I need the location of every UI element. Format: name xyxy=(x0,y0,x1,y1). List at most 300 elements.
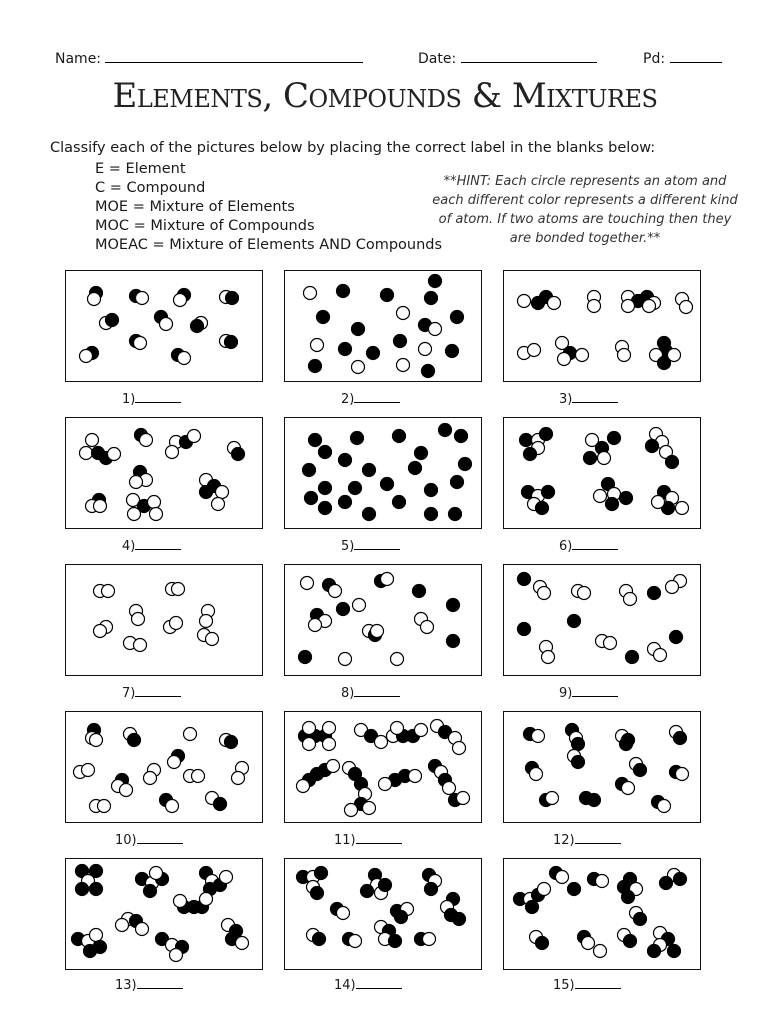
particles-10 xyxy=(66,712,262,822)
answer-number: 3) xyxy=(559,392,573,407)
answer-3 xyxy=(559,390,659,407)
filled-atom xyxy=(367,347,380,360)
answer-12 xyxy=(553,831,653,848)
picture-box-4 xyxy=(65,417,263,529)
date-blank[interactable] xyxy=(461,48,597,63)
picture-box-6 xyxy=(503,417,701,529)
answer-blank[interactable] xyxy=(137,976,183,989)
answer-blank[interactable] xyxy=(354,390,400,403)
legend-item: MOE = Mixture of Elements xyxy=(95,199,295,215)
filled-atom xyxy=(648,945,661,958)
open-atom xyxy=(220,871,233,884)
particles-7 xyxy=(66,565,262,675)
filled-atom xyxy=(634,764,647,777)
answer-10 xyxy=(115,831,215,848)
filled-atom xyxy=(425,508,438,521)
open-atom xyxy=(421,621,434,634)
filled-atom xyxy=(191,320,204,333)
filled-atom xyxy=(352,323,365,336)
open-atom xyxy=(327,760,340,773)
open-atom xyxy=(88,293,101,306)
open-atom xyxy=(624,593,637,606)
particles-5 xyxy=(285,418,481,528)
filled-atom xyxy=(319,482,332,495)
open-atom xyxy=(443,782,456,795)
filled-atom xyxy=(393,496,406,509)
filled-atom xyxy=(303,464,316,477)
open-atom xyxy=(311,339,324,352)
open-atom xyxy=(530,768,543,781)
open-atom xyxy=(397,307,410,320)
legend-item: C = Compound xyxy=(95,180,206,196)
open-atom xyxy=(391,722,404,735)
open-atom xyxy=(453,742,466,755)
answer-6 xyxy=(559,537,659,554)
open-atom xyxy=(184,728,197,741)
picture-box-15 xyxy=(503,858,701,970)
answer-blank[interactable] xyxy=(135,684,181,697)
answer-15 xyxy=(553,976,653,993)
filled-atom xyxy=(319,446,332,459)
open-atom xyxy=(130,476,143,489)
particles-8 xyxy=(285,565,481,675)
answer-11 xyxy=(334,831,434,848)
open-atom xyxy=(174,895,187,908)
filled-atom xyxy=(425,292,438,305)
open-atom xyxy=(594,490,607,503)
hint-text: **HINT: Each circle represents an atom and each different color represents a different kind of atom. If two atoms are touching then they are bonded together.** xyxy=(432,174,738,246)
page-title: Elements, Compounds & Mixtures xyxy=(112,76,658,116)
open-atom xyxy=(174,294,187,307)
answer-1 xyxy=(122,390,222,407)
open-atom xyxy=(409,770,422,783)
open-atom xyxy=(379,778,392,791)
pd-field xyxy=(643,48,722,67)
legend-item: E = Element xyxy=(95,161,186,177)
filled-atom xyxy=(226,292,239,305)
answer-number: 12) xyxy=(553,833,575,848)
open-atom xyxy=(132,613,145,626)
filled-atom xyxy=(337,285,350,298)
filled-atom xyxy=(518,573,531,586)
open-atom xyxy=(120,784,133,797)
open-atom xyxy=(140,434,153,447)
picture-box-8 xyxy=(284,564,482,676)
filled-atom xyxy=(660,877,673,890)
picture-box-13 xyxy=(65,858,263,970)
filled-atom xyxy=(536,502,549,515)
filled-atom xyxy=(299,651,312,664)
picture-box-5 xyxy=(284,417,482,529)
open-atom xyxy=(676,768,689,781)
picture-box-3 xyxy=(503,270,701,382)
answer-8 xyxy=(341,684,441,701)
filled-atom xyxy=(439,424,452,437)
answer-5 xyxy=(341,537,441,554)
filled-atom xyxy=(572,756,585,769)
answer-blank[interactable] xyxy=(572,390,618,403)
particles-9 xyxy=(504,565,700,675)
open-atom xyxy=(94,500,107,513)
open-atom xyxy=(82,764,95,777)
filled-atom xyxy=(568,883,581,896)
open-atom xyxy=(576,349,589,362)
open-atom xyxy=(212,498,225,511)
filled-atom xyxy=(674,873,687,886)
legend xyxy=(95,160,442,255)
open-atom xyxy=(206,633,219,646)
filled-atom xyxy=(361,885,374,898)
answer-number: 8) xyxy=(341,686,355,701)
particles-11 xyxy=(285,712,481,822)
open-atom xyxy=(166,800,179,813)
open-atom xyxy=(303,738,316,751)
open-atom xyxy=(391,653,404,666)
answer-blank[interactable] xyxy=(575,831,621,844)
picture-box-1 xyxy=(65,270,263,382)
answer-blank[interactable] xyxy=(135,537,181,550)
open-atom xyxy=(323,738,336,751)
answer-13 xyxy=(115,976,215,993)
open-atom xyxy=(150,867,163,880)
open-atom xyxy=(192,770,205,783)
answer-number: 13) xyxy=(115,978,137,993)
filled-atom xyxy=(622,891,635,904)
open-atom xyxy=(349,935,362,948)
open-atom xyxy=(337,907,350,920)
filled-atom xyxy=(455,430,468,443)
filled-atom xyxy=(624,935,637,948)
open-atom xyxy=(200,893,213,906)
filled-atom xyxy=(351,432,364,445)
filled-atom xyxy=(309,434,322,447)
particles-3 xyxy=(504,271,700,381)
filled-atom xyxy=(363,464,376,477)
open-atom xyxy=(518,295,531,308)
open-atom xyxy=(676,502,689,515)
answer-number: 1) xyxy=(122,392,136,407)
picture-box-12 xyxy=(503,711,701,823)
legend-item: MOEAC = Mixture of Elements AND Compounds xyxy=(95,237,443,253)
open-atom xyxy=(371,625,384,638)
open-atom xyxy=(532,730,545,743)
open-atom xyxy=(144,772,157,785)
particles-6 xyxy=(504,418,700,528)
open-atom xyxy=(345,804,358,817)
open-atom xyxy=(339,653,352,666)
open-atom xyxy=(643,300,656,313)
answer-number: 6) xyxy=(559,539,573,554)
name-field xyxy=(55,48,363,67)
name-label: Name: xyxy=(55,51,102,67)
filled-atom xyxy=(608,432,621,445)
filled-atom xyxy=(381,478,394,491)
filled-atom xyxy=(446,345,459,358)
filled-atom xyxy=(626,651,639,664)
filled-atom xyxy=(337,603,350,616)
answer-number: 5) xyxy=(341,539,355,554)
open-atom xyxy=(160,318,173,331)
answer-number: 2) xyxy=(341,392,355,407)
open-atom xyxy=(329,585,342,598)
answer-blank[interactable] xyxy=(135,390,181,403)
open-atom xyxy=(375,736,388,749)
filled-atom xyxy=(389,935,402,948)
open-atom xyxy=(542,651,555,664)
particles-13 xyxy=(66,859,262,969)
open-atom xyxy=(301,577,314,590)
filled-atom xyxy=(225,336,238,349)
open-atom xyxy=(178,352,191,365)
answer-number: 7) xyxy=(122,686,136,701)
open-atom xyxy=(166,446,179,459)
open-atom xyxy=(90,734,103,747)
filled-atom xyxy=(394,335,407,348)
answer-blank[interactable] xyxy=(572,537,618,550)
answer-blank[interactable] xyxy=(575,976,621,989)
open-atom xyxy=(134,639,147,652)
answer-number: 15) xyxy=(553,978,575,993)
open-atom xyxy=(309,619,322,632)
filled-atom xyxy=(349,482,362,495)
answer-9 xyxy=(559,684,659,701)
open-atom xyxy=(381,573,394,586)
open-atom xyxy=(136,923,149,936)
filled-atom xyxy=(106,314,119,327)
open-atom xyxy=(658,800,671,813)
filled-atom xyxy=(524,448,537,461)
open-atom xyxy=(419,343,432,356)
picture-box-2 xyxy=(284,270,482,382)
answer-blank[interactable] xyxy=(137,831,183,844)
open-atom xyxy=(423,933,436,946)
filled-atom xyxy=(536,937,549,950)
open-atom xyxy=(304,287,317,300)
filled-atom xyxy=(646,440,659,453)
open-atom xyxy=(538,587,551,600)
open-atom xyxy=(236,937,249,950)
open-atom xyxy=(148,496,161,509)
filled-atom xyxy=(620,738,633,751)
picture-box-9 xyxy=(503,564,701,676)
particles-2 xyxy=(285,271,481,381)
open-atom xyxy=(429,323,442,336)
answer-14 xyxy=(334,976,434,993)
particles-15 xyxy=(504,859,700,969)
open-atom xyxy=(596,875,609,888)
filled-atom xyxy=(666,456,679,469)
answer-blank[interactable] xyxy=(356,831,402,844)
answer-number: 10) xyxy=(115,833,137,848)
filled-atom xyxy=(634,913,647,926)
answer-blank[interactable] xyxy=(572,684,618,697)
filled-atom xyxy=(668,945,681,958)
answer-blank[interactable] xyxy=(354,684,400,697)
filled-atom xyxy=(214,798,227,811)
filled-atom xyxy=(422,365,435,378)
filled-atom xyxy=(658,357,671,370)
filled-atom xyxy=(319,502,332,515)
filled-atom xyxy=(309,360,322,373)
filled-atom xyxy=(413,585,426,598)
filled-atom xyxy=(225,736,238,749)
filled-atom xyxy=(311,887,324,900)
open-atom xyxy=(170,617,183,630)
open-atom xyxy=(108,448,121,461)
open-atom xyxy=(168,756,181,769)
filled-atom xyxy=(409,462,422,475)
filled-atom xyxy=(128,734,141,747)
particles-1 xyxy=(66,271,262,381)
filled-atom xyxy=(447,599,460,612)
open-atom xyxy=(666,581,679,594)
open-atom xyxy=(94,625,107,638)
name-blank[interactable] xyxy=(105,48,363,63)
open-atom xyxy=(170,949,183,962)
open-atom xyxy=(98,800,111,813)
open-atom xyxy=(102,585,115,598)
filled-atom xyxy=(339,454,352,467)
filled-atom xyxy=(425,484,438,497)
filled-atom xyxy=(588,794,601,807)
picture-box-7 xyxy=(65,564,263,676)
open-atom xyxy=(80,447,93,460)
open-atom xyxy=(652,496,665,509)
open-atom xyxy=(136,292,149,305)
filled-atom xyxy=(453,913,466,926)
pd-label: Pd: xyxy=(643,51,666,67)
answer-number: 11) xyxy=(334,833,356,848)
filled-atom xyxy=(232,448,245,461)
open-atom xyxy=(588,300,601,313)
open-atom xyxy=(594,945,607,958)
filled-atom xyxy=(620,492,633,505)
particles-14 xyxy=(285,859,481,969)
filled-atom xyxy=(393,430,406,443)
open-atom xyxy=(200,615,213,628)
open-atom xyxy=(578,587,591,600)
open-atom xyxy=(538,883,551,896)
instructions: Classify each of the pictures below by placing the correct label in the blanks below: xyxy=(50,140,656,156)
filled-atom xyxy=(584,452,597,465)
open-atom xyxy=(528,344,541,357)
filled-atom xyxy=(449,508,462,521)
date-label: Date: xyxy=(418,51,457,67)
answer-7 xyxy=(122,684,222,701)
filled-atom xyxy=(381,289,394,302)
open-atom xyxy=(128,508,141,521)
answer-number: 9) xyxy=(559,686,573,701)
filled-atom xyxy=(540,428,553,441)
open-atom xyxy=(654,649,667,662)
picture-box-11 xyxy=(284,711,482,823)
open-atom xyxy=(558,353,571,366)
open-atom xyxy=(232,772,245,785)
filled-atom xyxy=(339,343,352,356)
filled-atom xyxy=(379,879,392,892)
filled-atom xyxy=(459,458,472,471)
open-atom xyxy=(352,361,365,374)
filled-atom xyxy=(648,587,661,600)
open-atom xyxy=(216,486,229,499)
filled-atom xyxy=(447,635,460,648)
open-atom xyxy=(353,599,366,612)
pd-blank[interactable] xyxy=(670,48,722,63)
open-atom xyxy=(598,452,611,465)
open-atom xyxy=(150,508,163,521)
open-atom xyxy=(86,434,99,447)
open-atom xyxy=(80,350,93,363)
filled-atom xyxy=(317,311,330,324)
filled-atom xyxy=(606,498,619,511)
answer-blank[interactable] xyxy=(354,537,400,550)
filled-atom xyxy=(84,945,97,958)
answer-4 xyxy=(122,537,222,554)
particles-4 xyxy=(66,418,262,528)
filled-atom xyxy=(305,492,318,505)
filled-atom xyxy=(395,911,408,924)
filled-atom xyxy=(526,901,539,914)
filled-atom xyxy=(451,476,464,489)
open-atom xyxy=(188,430,201,443)
open-atom xyxy=(548,297,561,310)
open-atom xyxy=(90,929,103,942)
answer-blank[interactable] xyxy=(356,976,402,989)
filled-atom xyxy=(520,434,533,447)
picture-box-10 xyxy=(65,711,263,823)
date-field xyxy=(418,48,597,67)
open-atom xyxy=(134,337,147,350)
filled-atom xyxy=(518,623,531,636)
filled-atom xyxy=(90,883,103,896)
legend-item: MOC = Mixture of Compounds xyxy=(95,218,315,234)
open-atom xyxy=(172,583,185,596)
open-atom xyxy=(323,722,336,735)
open-atom xyxy=(622,300,635,313)
filled-atom xyxy=(670,631,683,644)
open-atom xyxy=(363,802,376,815)
open-atom xyxy=(546,792,559,805)
open-atom xyxy=(618,349,631,362)
open-atom xyxy=(415,724,428,737)
open-atom xyxy=(397,359,410,372)
open-atom xyxy=(604,637,617,650)
filled-atom xyxy=(315,867,328,880)
open-atom xyxy=(297,780,310,793)
filled-atom xyxy=(313,933,326,946)
filled-atom xyxy=(429,275,442,288)
filled-atom xyxy=(144,885,157,898)
filled-atom xyxy=(674,732,687,745)
open-atom xyxy=(556,871,569,884)
open-atom xyxy=(622,782,635,795)
filled-atom xyxy=(76,883,89,896)
particles-12 xyxy=(504,712,700,822)
picture-box-14 xyxy=(284,858,482,970)
answer-number: 4) xyxy=(122,539,136,554)
answer-2 xyxy=(341,390,441,407)
filled-atom xyxy=(572,738,585,751)
filled-atom xyxy=(339,496,352,509)
answer-number: 14) xyxy=(334,978,356,993)
open-atom xyxy=(457,792,470,805)
filled-atom xyxy=(568,615,581,628)
open-atom xyxy=(680,301,693,314)
filled-atom xyxy=(542,486,555,499)
open-atom xyxy=(303,722,316,735)
filled-atom xyxy=(200,486,213,499)
filled-atom xyxy=(425,883,438,896)
